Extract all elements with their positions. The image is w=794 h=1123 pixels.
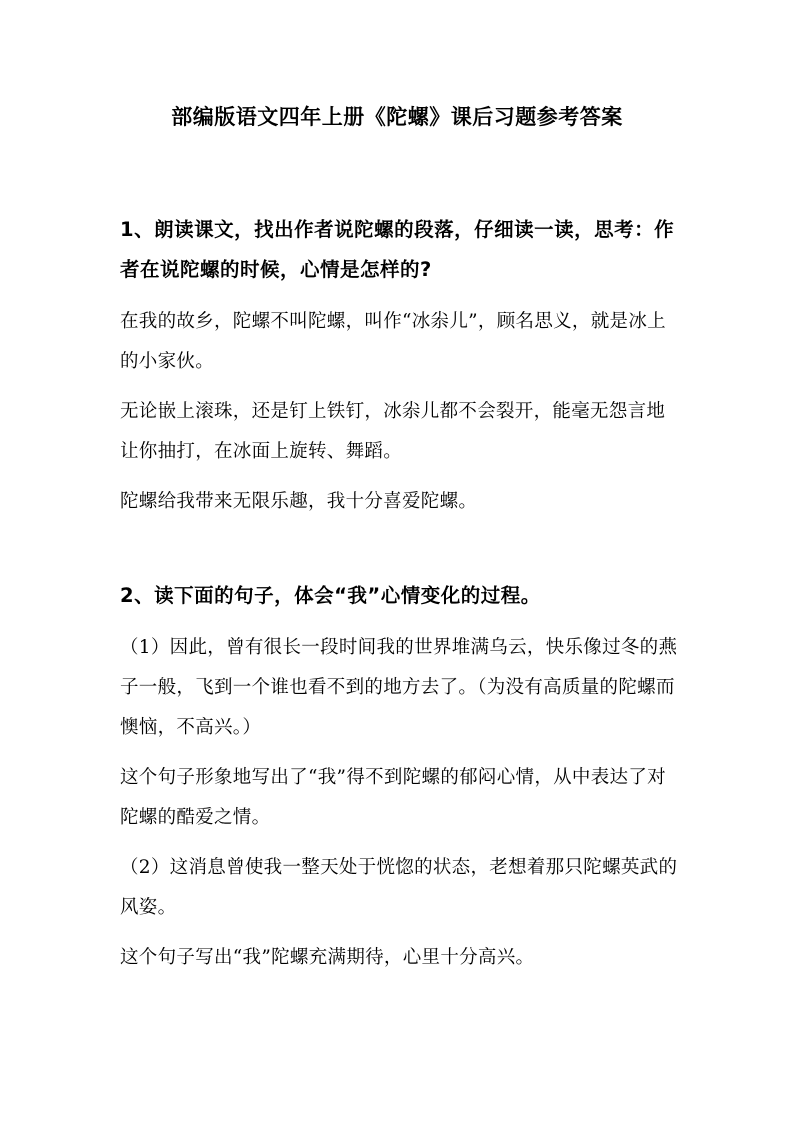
question-1: 1、朗读课文，找出作者说陀螺的段落，仔细读一读，思考：作者在说陀螺的时候，心情是怎样的? [120,218,675,281]
answer-paragraph: 这个句子写出“我”陀螺充满期待，心里十分高兴。 [120,947,535,968]
answer-paragraph: 无论嵌上滚珠，还是钉上铁钉，冰尜儿都不会裂开，能毫无怨言地让你抽打，在冰面上旋转、舞蹈。 [120,401,666,462]
answer-paragraph: 在我的故乡，陀螺不叫陀螺，叫作“冰尜儿”，顾名思义，就是冰上的小家伙。 [120,311,666,372]
question-2: 2、读下面的句子，体会“我”心情变化的过程。 [120,584,541,607]
answer-paragraph: 陀螺给我带来无限乐趣，我十分喜爱陀螺。 [120,491,478,512]
question-section-2 [120,576,680,978]
answer-paragraph: （2）这消息曾使我一整天处于恍惚的状态，老想着那只陀螺英武的风姿。 [120,857,678,918]
document-content [120,210,680,978]
question-section-1 [120,210,680,522]
document-title: 部编版语文四年上册《陀螺》课后习题参考答案 [171,105,623,129]
answer-paragraph: （1）因此，曾有很长一段时间我的世界堆满乌云，快乐像过冬的燕子一般，飞到一个谁也看不到的地方去了。（为没有高质量的陀螺而懊恼，不高兴。） [120,637,678,738]
answer-paragraph: 这个句子形象地写出了“我”得不到陀螺的郁闷心情，从中表达了对陀螺的酷爱之情。 [120,767,666,828]
